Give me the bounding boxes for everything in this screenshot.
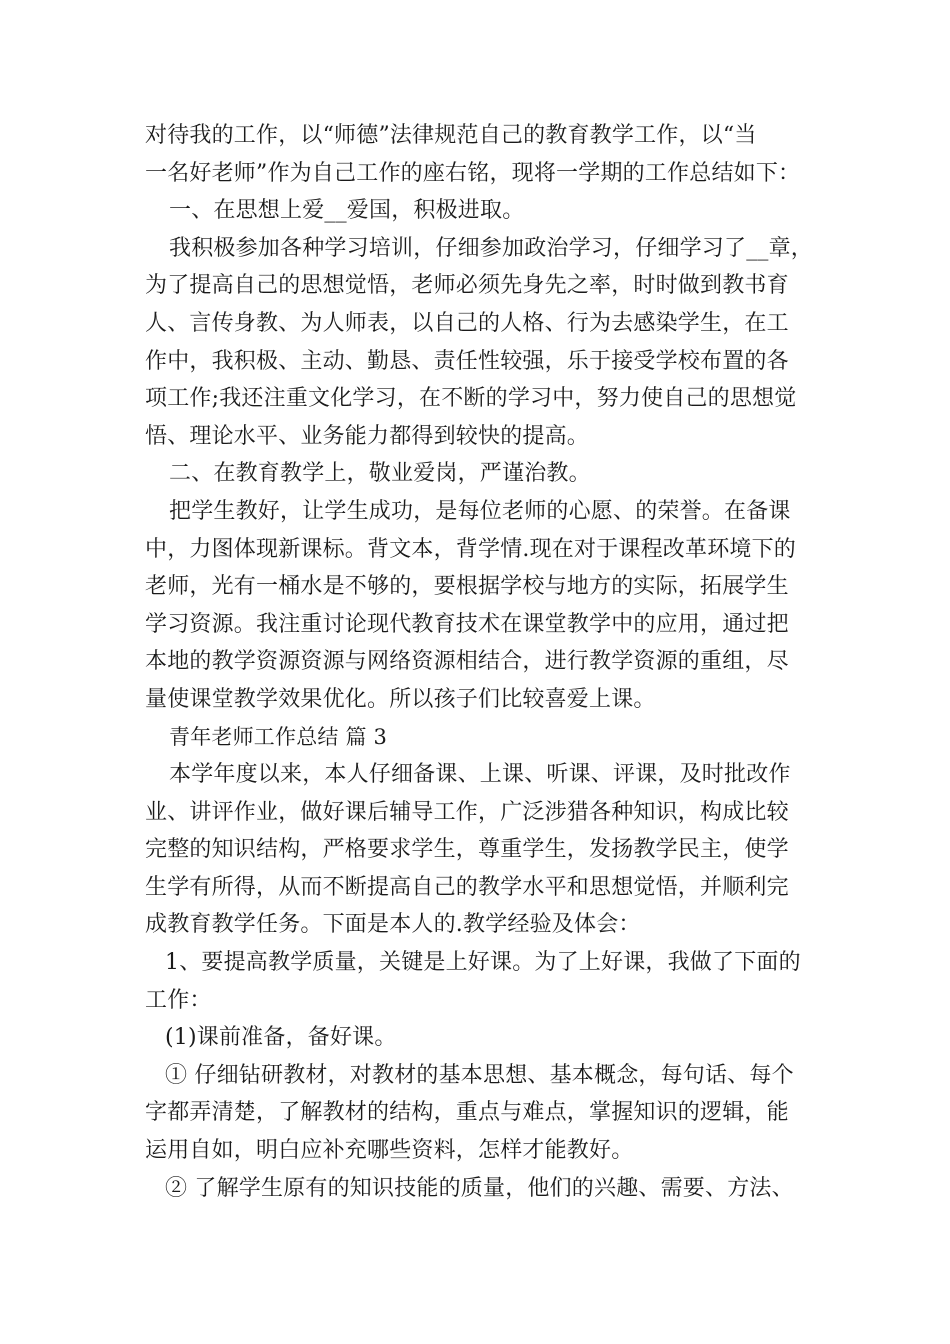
text-line: 完整的知识结构，严格要求学生，尊重学生，发扬教学民主，使学	[145, 837, 789, 863]
text-line: 量使课堂教学效果优化。所以孩子们比较喜爱上课。	[145, 686, 656, 712]
text-line: 本地的教学资源资源与网络资源相结合，进行教学资源的重组，尽	[145, 649, 789, 675]
section-heading: 一、在思想上爱__爱国，积极进取。	[169, 198, 525, 224]
text-line: 人、言传身教、为人师表，以自己的人格、行为去感染学生，在工	[145, 310, 789, 336]
section-heading: 二、在教育教学上，敬业爱岗，严谨治教。	[169, 461, 591, 487]
sub-item: (1)课前准备，备好课。	[165, 1025, 397, 1051]
text-line: 一名好老师”作为自己工作的座右铭，现将一学期的工作总结如下：	[145, 160, 801, 186]
circled-item: ① 仔细钻研教材，对教材的基本思想、基本概念，每句话、每个	[165, 1062, 794, 1088]
text-line: 老师，光有一桶水是不够的，要根据学校与地方的实际，拓展学生	[145, 574, 789, 600]
text-line: 中，力图体现新课标。背文本，背学情.现在对于课程改革环境下的	[145, 536, 796, 562]
text-line: 字都弄清楚，了解教材的结构，重点与难点，掌握知识的逻辑，能	[145, 1100, 789, 1126]
text-line: 项工作;我还注重文化学习，在不断的学习中，努力使自己的思想觉	[145, 386, 797, 412]
text-line: 把学生教好，让学生成功，是每位老师的心愿、的荣誉。在备课	[169, 498, 791, 524]
text-line: 生学有所得，从而不断提高自己的教学水平和思想觉悟，并顺利完	[145, 874, 789, 900]
circled-item: ② 了解学生原有的知识技能的质量，他们的兴趣、需要、方法、	[165, 1175, 794, 1201]
text-line: 作中，我积极、主动、勤恳、责任性较强，乐于接受学校布置的各	[145, 348, 789, 374]
text-line: 悟、理论水平、业务能力都得到较快的提高。	[145, 423, 590, 449]
text-line: 为了提高自己的思想觉悟，老师必须先身先之率，时时做到教书育	[145, 273, 789, 299]
text-line: 运用自如，明白应补充哪些资料，怎样才能教好。	[145, 1138, 634, 1164]
article-title: 青年老师工作总结 篇 3	[169, 724, 388, 749]
text-line: 成教育教学任务。下面是本人的.教学经验及体会：	[145, 912, 641, 938]
text-line: 学习资源。我注重讨论现代教育技术在课堂教学中的应用，通过把	[145, 611, 789, 637]
text-line: 业、讲评作业，做好课后辅导工作，广泛涉猎各种知识，构成比较	[145, 799, 789, 825]
text-line: 本学年度以来，本人仔细备课、上课、听课、评课，及时批改作	[169, 762, 791, 788]
text-line: 对待我的工作，以“师德”法律规范自己的教育教学工作，以“当	[145, 123, 757, 148]
text-line: 我积极参加各种学习培训，仔细参加政治学习，仔细学习了__章，	[169, 235, 814, 261]
text-line: 工作：	[145, 987, 212, 1013]
document-body	[145, 117, 815, 1207]
numbered-item: 1、要提高教学质量，关键是上好课。为了上好课，我做了下面的	[165, 950, 801, 976]
